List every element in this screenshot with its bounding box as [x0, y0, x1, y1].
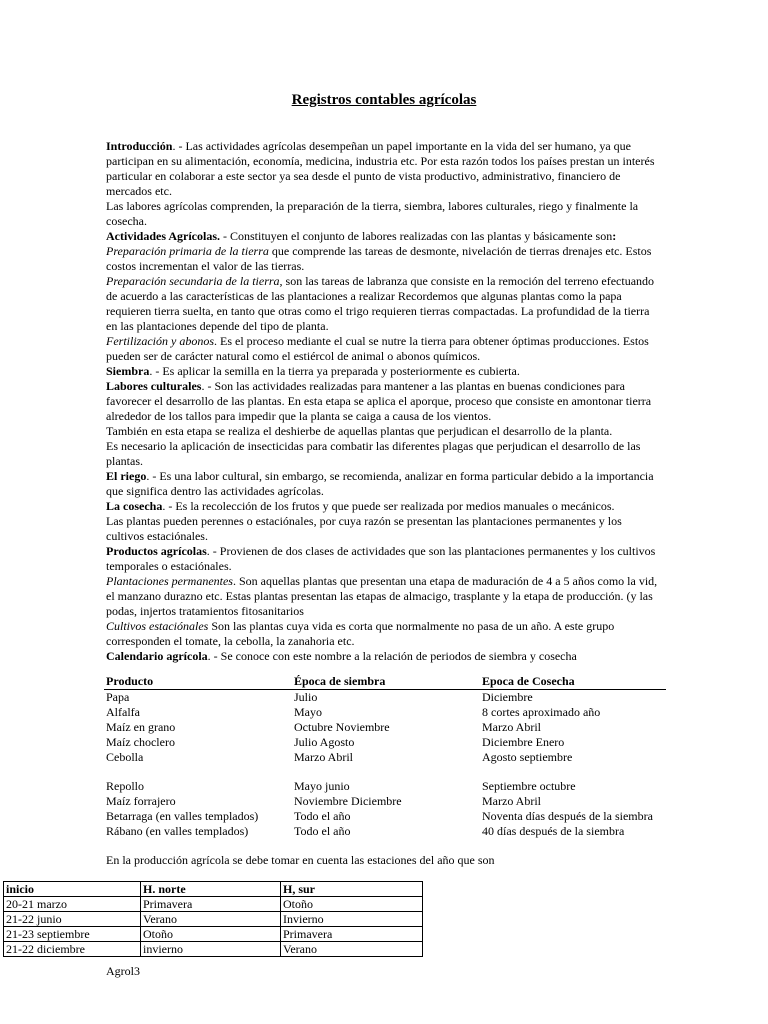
prep-secundaria-paragraph: Preparación secundaria de la tierra, son las tareas de labranza que consiste en la remoción del terreno efectuando de acuerdo a las características de las plantaciones a realizar Recordemos que algunas plantas como la papa requieren tierra suelta, en tanto que otras como el trigo requieren tierras compactadas. La profundidad de la tierra en las plantaciones depende del tipo de planta.: [106, 274, 655, 333]
seasons-table: [3, 881, 423, 957]
table-cell: Diciembre Enero: [482, 735, 565, 749]
prep-secundaria-label: Preparación secundaria de la tierra,: [106, 274, 283, 288]
column-header: Producto: [104, 674, 292, 690]
table-header-row: [4, 882, 423, 897]
table-row: [4, 927, 423, 942]
table-spacer-row: [104, 765, 666, 779]
table-row: [104, 720, 666, 735]
column-header: Epoca de Cosecha: [480, 674, 666, 690]
season-intro-text: En la producción agrícola se debe tomar en cuenta las estaciones del año que son: [106, 853, 495, 867]
siembra-label: Siembra: [106, 364, 150, 378]
permanentes-paragraph: Plantaciones permanentes. Son aquellas plantas que presentan una etapa de maduración de 4 a 5 años como la vid, el manzano durazno etc. Estas plantas presentan las etapas de almacigo, trasplante y la etapa de producción. (y las podas, injertos tratamientos fitosanitarios: [106, 574, 658, 618]
table-cell: Otoño: [141, 927, 281, 942]
table-cell: Mayo junio: [294, 779, 350, 793]
intro-label: Introducción: [106, 139, 173, 153]
table-cell: Papa: [106, 690, 130, 704]
table-row: [104, 690, 666, 706]
productos-paragraph: Productos agrícolas. - Provienen de dos clases de actividades que son las plantaciones permanentes y los cultivos temporales o estaciónales.: [106, 544, 656, 573]
table-row: [104, 779, 666, 794]
table-row: [4, 912, 423, 927]
table-cell: Verano: [281, 942, 423, 957]
productos-label: Productos agrícolas: [106, 544, 207, 558]
riego-label: El riego: [106, 469, 147, 483]
table-row: [104, 750, 666, 765]
table-cell: Cebolla: [106, 750, 144, 764]
labores-culturales-label: Labores culturales: [106, 379, 202, 393]
table-cell: Repollo: [106, 779, 144, 793]
table-cell: Septiembre octubre: [482, 779, 576, 793]
document-body: [106, 139, 662, 664]
table-cell: Todo el año: [294, 824, 351, 838]
table-cell: Noviembre Diciembre: [294, 794, 402, 808]
table-cell: Verano: [141, 912, 281, 927]
table-cell: Agosto septiembre: [482, 750, 573, 764]
table-header-row: [104, 674, 666, 690]
table-cell: Julio: [294, 690, 318, 704]
table-row: [104, 824, 666, 839]
table-cell: Diciembre: [482, 690, 533, 704]
table-row: [104, 809, 666, 824]
table-cell: 8 cortes aproximado año: [482, 705, 601, 719]
table-row: [4, 942, 423, 957]
calendario-label: Calendario agrícola: [106, 649, 208, 663]
cosecha-label: La cosecha: [106, 499, 163, 513]
table-cell: 20-21 marzo: [4, 897, 141, 912]
riego-paragraph: El riego. - Es una labor cultural, sin embargo, se recomienda, analizar en forma particular debido a la importancia que significa dentro las actividades agrícolas.: [106, 469, 654, 498]
table-cell: Maíz forrajero: [106, 794, 176, 808]
cosecha-paragraph: La cosecha. - Es la recolección de los frutos y que puede ser realizada por medios manuales o mecánicos.: [106, 499, 615, 513]
column-header: Época de siembra: [292, 674, 480, 690]
prep-primaria-paragraph: Preparación primaria de la tierra que comprende las tareas de desmonte, nivelación de tierras drenajes etc. Estos costos incrementan el valor de las tierras.: [106, 244, 652, 273]
table-cell: Noventa días después de la siembra: [482, 809, 653, 823]
table-cell: Maíz en grano: [106, 720, 176, 734]
table-cell: Octubre Noviembre: [294, 720, 390, 734]
table-cell: 40 días después de la siembra: [482, 824, 625, 838]
siembra-paragraph: Siembra. - Es aplicar la semilla en la tierra ya preparada y posteriormente es cubierta.: [106, 364, 520, 378]
table-cell: Todo el año: [294, 809, 351, 823]
table-cell: Primavera: [281, 927, 423, 942]
table-cell: 21-22 junio: [4, 912, 141, 927]
estacionales-label: Cultivos estaciónales: [106, 619, 209, 633]
estacionales-paragraph: Cultivos estaciónales Son las plantas cuya vida es corta que normalmente no pasa de un año. A este grupo corresponden el tomate, la cebolla, la zanahoria etc.: [106, 619, 615, 648]
table-cell: Otoño: [281, 897, 423, 912]
table-cell: Invierno: [281, 912, 423, 927]
table-cell: Julio Agosto: [294, 735, 355, 749]
column-header: H. norte: [141, 882, 281, 897]
document-title: Registros contables agrícolas: [291, 92, 477, 108]
calendario-paragraph: Calendario agrícola. - Se conoce con este nombre a la relación de periodos de siembra y cosecha: [106, 649, 577, 663]
deshierbe-paragraph: También en esta etapa se realiza el deshierbe de aquellas plantas que perjudican el desarrollo de la planta.: [106, 424, 613, 438]
labores-paragraph: Las labores agrícolas comprenden, la preparación de la tierra, siembra, labores culturales, riego y finalmente la cosecha.: [106, 199, 639, 228]
column-header: H, sur: [281, 882, 423, 897]
intro-paragraph: Introducción. - Las actividades agrícolas desempeñan un papel importante en la vida del ser humano, ya que participan en su alimentación, economía, medicina, industria etc. Por esta razón todos los países prestan un interés particular en colaborar a este sector ya sea desde el punto de vista productivo, administrativo, financiero de mercados etc.: [106, 139, 655, 198]
table-cell: 21-22 diciembre: [4, 942, 141, 957]
table-cell: Alfalfa: [106, 705, 140, 719]
page-footer: Agrol3: [106, 964, 140, 978]
table-cell: 21-23 septiembre: [4, 927, 141, 942]
table-cell: Marzo Abril: [482, 720, 541, 734]
fertilizacion-label: Fertilización y abonos: [106, 334, 214, 348]
table-row: [104, 705, 666, 720]
table-cell: Marzo Abril: [294, 750, 353, 764]
table-row: [4, 897, 423, 912]
table-cell: Marzo Abril: [482, 794, 541, 808]
column-header: inicio: [4, 882, 141, 897]
table-cell: Primavera: [141, 897, 281, 912]
prep-primaria-label: Preparación primaria de la tierra: [106, 244, 269, 258]
table-cell: Betarraga (en valles templados): [106, 809, 259, 823]
actividades-paragraph: Actividades Agrícolas. - Constituyen el conjunto de labores realizadas con las plantas y básicamente son:: [106, 229, 617, 243]
table-row: [104, 794, 666, 809]
table-cell: Mayo: [294, 705, 322, 719]
table-cell: invierno: [141, 942, 281, 957]
insecticidas-paragraph: Es necesario la aplicación de insecticidas para combatir las diferentes plagas que perjudican el desarrollo de las plantas.: [106, 439, 641, 468]
table-cell: Rábano (en valles templados): [106, 824, 249, 838]
table-cell: Maíz choclero: [106, 735, 175, 749]
table-row: [104, 735, 666, 750]
fertilizacion-paragraph: Fertilización y abonos. Es el proceso mediante el cual se nutre la tierra para obtener óptimas producciones. Estos pueden ser de carácter natural como el estiércol de animal o abonos químicos.: [106, 334, 649, 363]
permanentes-label: Plantaciones permanentes: [106, 574, 233, 588]
labores-culturales-paragraph: Labores culturales. - Son las actividades realizadas para mantener a las plantas en buenas condiciones para favorecer el desarrollo de las plantas. En esta etapa se aplica el aporque, proceso que consiste en amontonar tierra alrededor de los tallos para impedir que la planta se caiga a causa de los vientos.: [106, 379, 652, 423]
crop-calendar-table: [104, 674, 666, 839]
perennes-paragraph: Las plantas pueden perennes o estaciónales, por cuya razón se presentan las plantaciones permanentes y los cultivos estaciónales.: [106, 514, 622, 543]
actividades-label: Actividades Agrícolas.: [106, 229, 220, 243]
